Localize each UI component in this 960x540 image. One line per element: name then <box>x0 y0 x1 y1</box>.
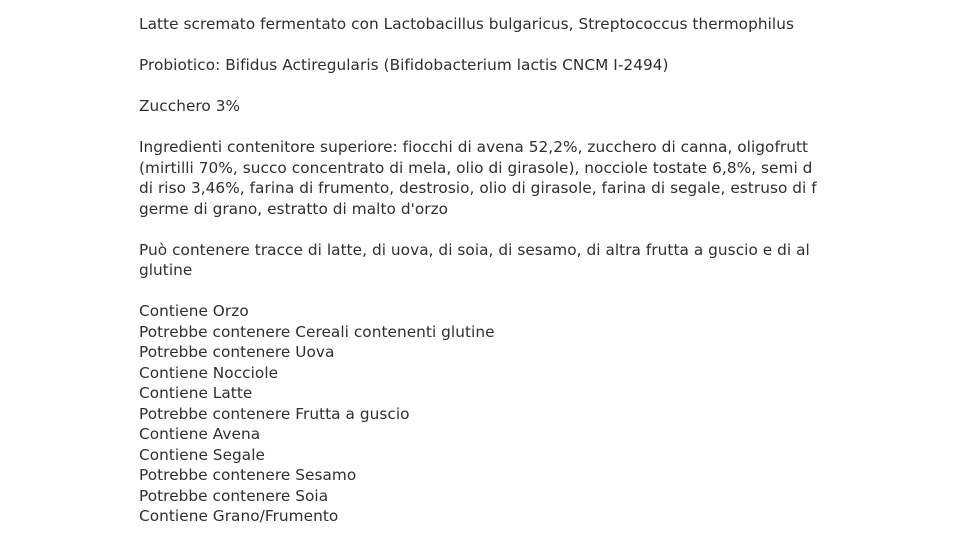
ferments-paragraph: Latte scremato fermentato con Lactobacillus bulgaricus, Streptococcus thermophilus <box>139 15 794 33</box>
allergen-list <box>139 301 823 527</box>
ingredients-line: Ingredienti contenitore superiore: fiocchi di avena 52,2%, zucchero di canna, oligofrutt <box>139 138 809 156</box>
product-info-text <box>139 14 823 527</box>
ingredients-paragraph <box>139 137 823 219</box>
traces-paragraph <box>139 240 823 281</box>
ingredients-line: germe di grano, estratto di malto d'orzo <box>139 199 449 218</box>
allergen-item: Contiene Nocciole <box>139 363 279 382</box>
allergen-item: Potrebbe contenere Cereali contenenti glutine <box>139 322 495 341</box>
allergen-item: Contiene Avena <box>139 425 261 443</box>
traces-line: glutine <box>139 261 193 279</box>
allergen-item: Potrebbe contenere Sesamo <box>139 466 357 484</box>
ingredients-line: di riso 3,46%, farina di frumento, destrosio, olio di girasole, farina di segale, estruso di f <box>139 179 817 197</box>
allergen-item: Potrebbe contenere Uova <box>139 343 335 361</box>
probiotic-paragraph: Probiotico: Bifidus Actiregularis (Bifidobacterium lactis CNCM I-2494) <box>139 56 669 74</box>
allergen-item: Contiene Segale <box>139 445 265 464</box>
sugar-paragraph: Zucchero 3% <box>139 97 241 115</box>
traces-line: Può contenere tracce di latte, di uova, di soia, di sesamo, di altra frutta a guscio e di al <box>139 240 810 259</box>
ingredients-line: (mirtilli 70%, succo concentrato di mela, olio di girasole), nocciole tostate 6,8%, semi d <box>139 158 813 177</box>
allergen-item: Contiene Orzo <box>139 302 249 320</box>
allergen-item: Contiene Latte <box>139 384 253 402</box>
allergen-item: Contiene Grano/Frumento <box>139 507 339 525</box>
allergen-item: Potrebbe contenere Frutta a guscio <box>139 404 410 423</box>
allergen-item: Potrebbe contenere Soia <box>139 486 329 505</box>
